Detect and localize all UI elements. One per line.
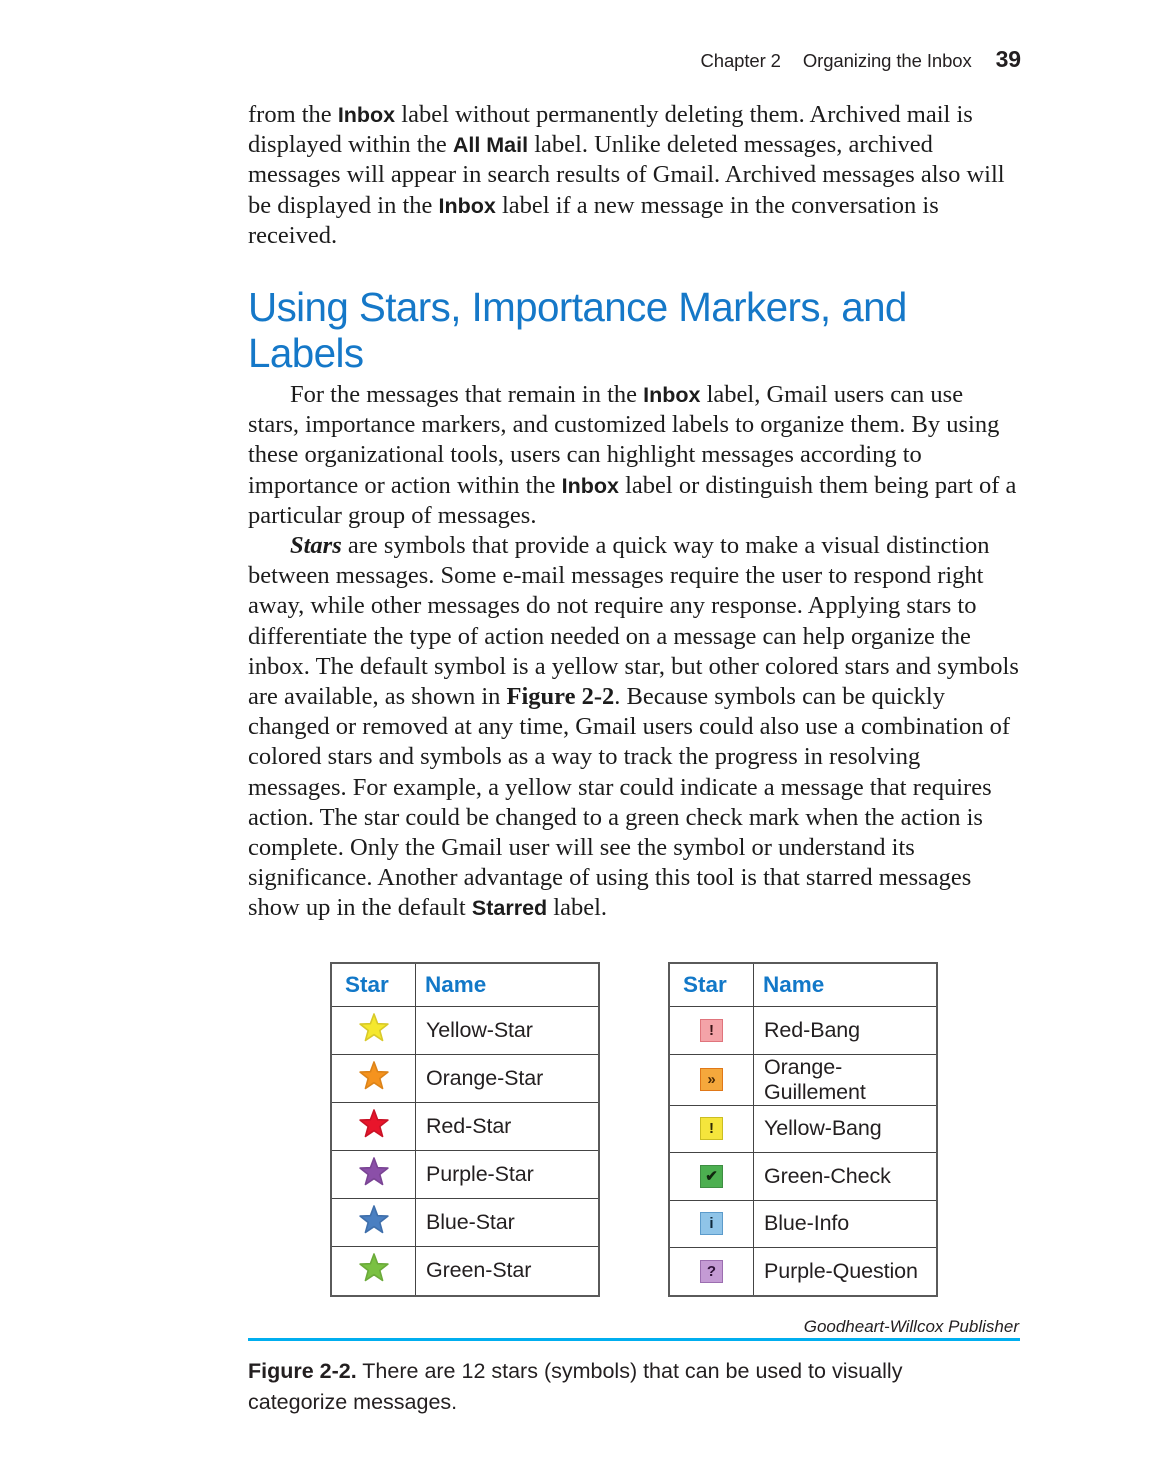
badge-glyph: ✔ [700,1165,723,1188]
cell-star-name: Green-Star [416,1247,600,1296]
green-check-icon [700,1165,723,1188]
blue-star-icon [358,1205,390,1236]
p1-label-all-mail: All Mail [452,133,529,158]
p1-text-3: label. Unlike deleted messages, archived messages will appear in search results of Gmail. Archived messages also will be displayed in the [248,131,1005,219]
figure-credit-rule [248,1338,1020,1341]
column-header-name: Name [754,963,938,1007]
purple-star-icon [358,1157,390,1188]
cell-star-name: Purple-Star [416,1151,600,1199]
cell-star-icon [331,1151,416,1199]
cell-star-icon [669,1007,754,1055]
figure-credit: Goodheart-Willcox Publisher [803,1316,1019,1336]
badge-glyph: » [700,1068,723,1091]
text-column [248,100,1020,924]
cell-star-icon [331,1007,416,1055]
table-row [669,1054,937,1105]
figure-2-2 [248,962,1020,1418]
stars-table-left [330,962,600,1297]
cell-star-name: Orange-Star [416,1055,600,1103]
cell-star-icon [331,1103,416,1151]
p1-text-4: label if a new message in the conversation is received. [248,191,939,249]
running-head-chapter: Chapter 2 [700,50,781,71]
purple-question-icon [700,1260,723,1283]
red-bang-icon [700,1019,723,1042]
stars-table-right [668,962,938,1297]
orange-guillement-icon [700,1068,723,1091]
table-row [331,1055,599,1103]
cell-star-icon [331,1199,416,1247]
column-header-name: Name [416,963,600,1007]
table-row [331,1247,599,1296]
cell-star-icon [669,1153,754,1201]
table-row [669,1200,937,1248]
paragraph-stars-detail [248,531,1020,924]
table-row [331,1103,599,1151]
p2-label-inbox-2: Inbox [561,473,619,498]
cell-star-name: Orange-Guillement [754,1054,938,1105]
column-header-star: Star [669,963,754,1007]
cell-star-name: Blue-Info [754,1200,938,1248]
p1-text-1: from the [248,101,338,128]
figure-caption-label: Figure 2-2. [248,1358,357,1383]
cell-star-name: Yellow-Bang [754,1105,938,1153]
badge-glyph: ? [700,1260,723,1283]
cell-star-icon [669,1248,754,1296]
paragraph-archived-mail [248,100,1020,251]
table-row [331,1151,599,1199]
running-head-title: Organizing the Inbox [802,50,972,71]
cell-star-name: Red-Star [416,1103,600,1151]
cell-star-icon [669,1054,754,1105]
page-number: 39 [995,46,1021,72]
table-row [669,1153,937,1201]
p2-label-inbox-1: Inbox [643,383,701,408]
green-star-icon [358,1253,390,1284]
cell-star-icon [331,1055,416,1103]
p2-text-1: For the messages that remain in the [290,381,644,409]
p2-text-2: label, Gmail users can use stars, importance markers, and customized labels to organize them. By using these organizational tools, users can highlight messages according to importance or action within the [248,381,1000,499]
section-heading: Using Stars, Importance Markers, and Labels [248,284,907,377]
figure-caption [248,1356,993,1418]
table-row [669,1007,937,1055]
running-head [701,46,1021,73]
cell-star-name: Red-Bang [754,1007,938,1055]
yellow-star-icon [358,1013,390,1044]
cell-star-icon [669,1105,754,1153]
table-row [669,1248,937,1296]
table-row [331,1199,599,1247]
yellow-bang-icon [700,1117,723,1140]
cell-star-icon [331,1247,416,1296]
p1-label-inbox-2: Inbox [438,193,496,218]
paragraph-stars-intro [248,380,1020,531]
table-row [331,1007,599,1055]
blue-info-icon [700,1212,723,1235]
p3-ref-figure: Figure 2-2 [506,683,615,711]
red-star-icon [358,1109,390,1140]
p3-text-1: are symbols that provide a quick way to make a visual distinction between messages. Some e-mail messages require the user to respond right away, while other messages do not require any response. Applying stars to differentiate the type of action needed on a message can help organize the inbox. The default symbol is a yellow star, but other colored stars and symbols are available, as shown in [248,532,1019,711]
figure-caption-text: There are 12 stars (symbols) that can be used to visually categorize messages. [248,1358,903,1414]
cell-star-name: Green-Check [754,1153,938,1201]
p3-text-3: label. [547,894,608,922]
p1-text-2: label without permanently deleting them. Archived mail is displayed within the [248,101,973,159]
cell-star-icon [669,1200,754,1248]
cell-star-name: Purple-Question [754,1248,938,1296]
cell-star-name: Yellow-Star [416,1007,600,1055]
badge-glyph: ! [700,1019,723,1042]
badge-glyph: i [700,1212,723,1235]
p1-label-inbox-1: Inbox [337,103,396,127]
table-header-row [669,963,937,1007]
badge-glyph: ! [700,1117,723,1140]
table-row [669,1105,937,1153]
cell-star-name: Blue-Star [416,1199,600,1247]
p3-term-stars: Stars [290,532,342,560]
p3-text-2: . Because symbols can be quickly changed or removed at any time, Gmail users could also use a combination of colored stars and symbols as a way to track the progress in resolving messages. For example, a yellow star could indicate a message that requires action. The star could be changed to a green check mark when the action is complete. Only the Gmail user will see the symbol or understand its significance. Another advantage of using this tool is that starred messages show up in the default [248,683,1011,922]
p2-text-3: label or distinguish them being part of a particular group of messages. [248,471,1017,529]
stars-tables-row [248,962,1020,1297]
orange-star-icon [358,1061,390,1092]
column-header-star: Star [331,963,416,1007]
p3-label-starred: Starred [471,896,548,921]
table-header-row [331,963,599,1007]
